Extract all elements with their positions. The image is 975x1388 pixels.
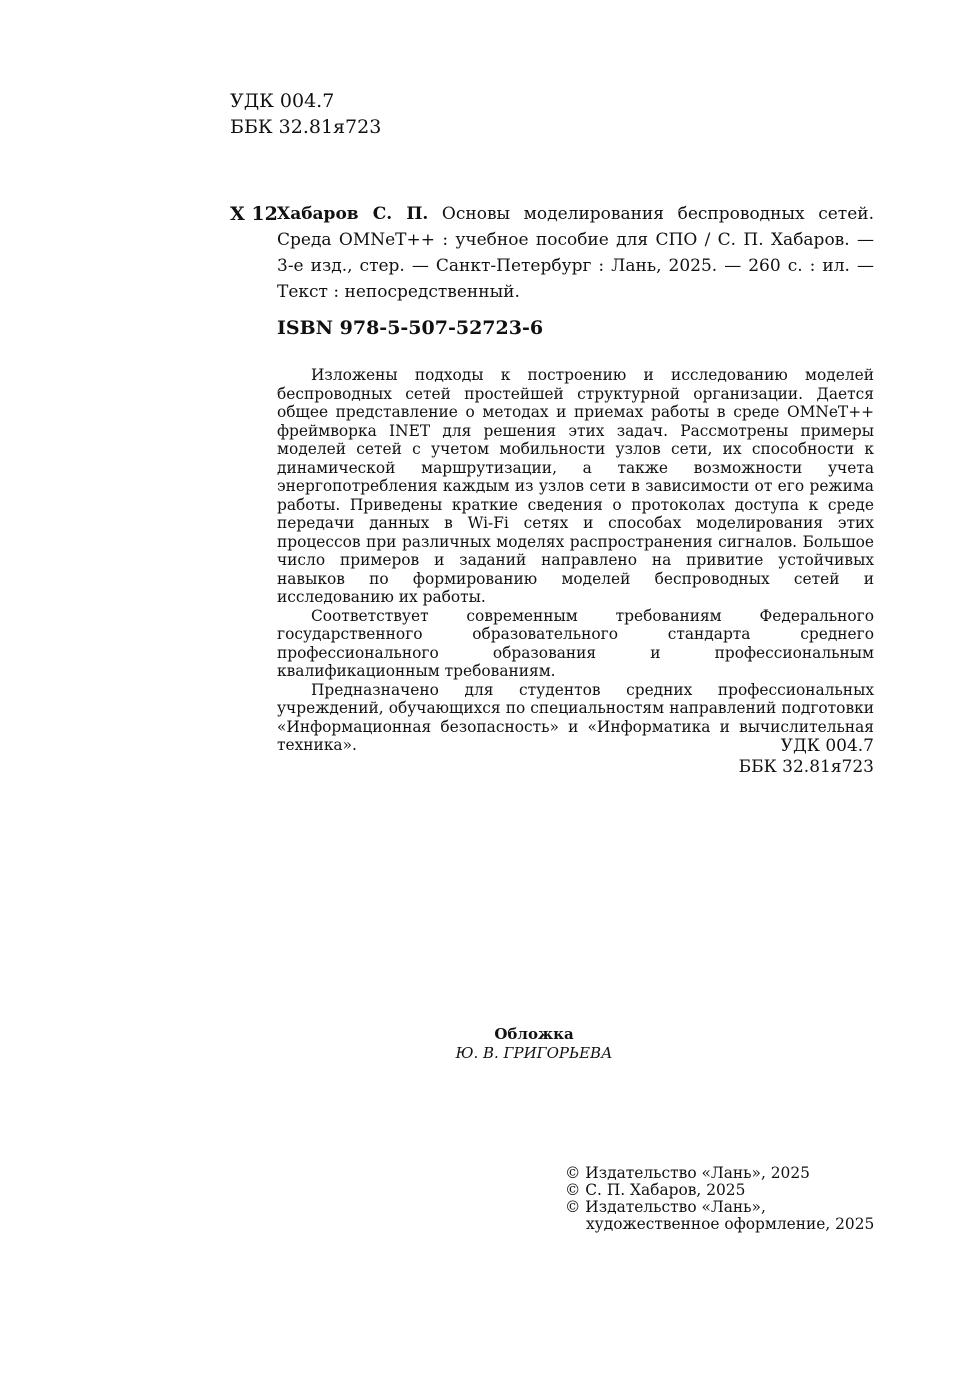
cover-credit [420,1025,648,1063]
copyright-line: художественное оформление, 2025 [586,1215,875,1233]
cover-credit-label: Обложка [494,1025,574,1043]
copyright-line: © Издательство «Лань», 2025 [565,1164,810,1182]
copyright-line: © Издательство «Лань», [565,1198,766,1216]
bbk-code: ББК 32.81я723 [230,116,382,138]
cover-designer-name: Ю. В. ГРИГОРЬЕВА [455,1044,613,1062]
abstract-paragraph: Соответствует современным требованиям Федерального государственного образовательного стандарта среднего профессионального образования и профессиональным квалификационным требованиям. [277,606,874,680]
classification-codes-top [230,88,381,140]
classification-codes-bottom [739,736,874,778]
copyright-line: © С. П. Хабаров, 2025 [565,1181,746,1199]
bibliographic-record [277,201,874,305]
copyright-block [565,1165,874,1233]
isbn: ISBN 978-5-507-52723-6 [277,317,544,339]
abstract-paragraph: Предназначено для студентов средних профессиональных учреждений, обучающихся по специальностям направлений подготовки «Информационная безопасность» и «Информатика и вычислительная техника». [277,680,874,754]
bbk-code: ББК 32.81я723 [738,757,874,777]
udk-code: УДК 004.7 [230,90,335,112]
abstract [277,366,874,755]
udk-code: УДК 004.7 [780,736,874,756]
abstract-paragraph: Изложены подходы к построению и исследованию моделей беспроводных сетей простейшей структурной организации. Дается общее представление о методах и приемах работы в среде OMNeT++ фреймворка INET для решения этих задач. Рассмотрены примеры моделей сетей с учетом мобильности узлов сети, их способности к динамической маршрутизации, а также возможности учета энергопотребления каждым из узлов сети в зависимости от его режима работы. Приведены краткие сведения о протоколах доступа к среде передачи данных в Wi-Fi сетях и способах моделирования этих процессов при различных моделях распространения сигналов. Большое число примеров и заданий направлено на привитие устойчивых навыков по формированию моделей беспроводных сетей и исследованию их работы. [277,366,874,606]
cutter-code: Х 12 [230,203,278,225]
bibliographic-description: Основы моделирования беспроводных сетей. Среда OMNeT++ : учебное пособие для СПО / С. П. Хабаров. — 3-е изд., стер. — Санкт-Петербург : Лань, 2025. — 260 с. : ил. — Текст : непосредственный. [277,204,874,302]
author-name: Хабаров С. П. [277,204,429,224]
